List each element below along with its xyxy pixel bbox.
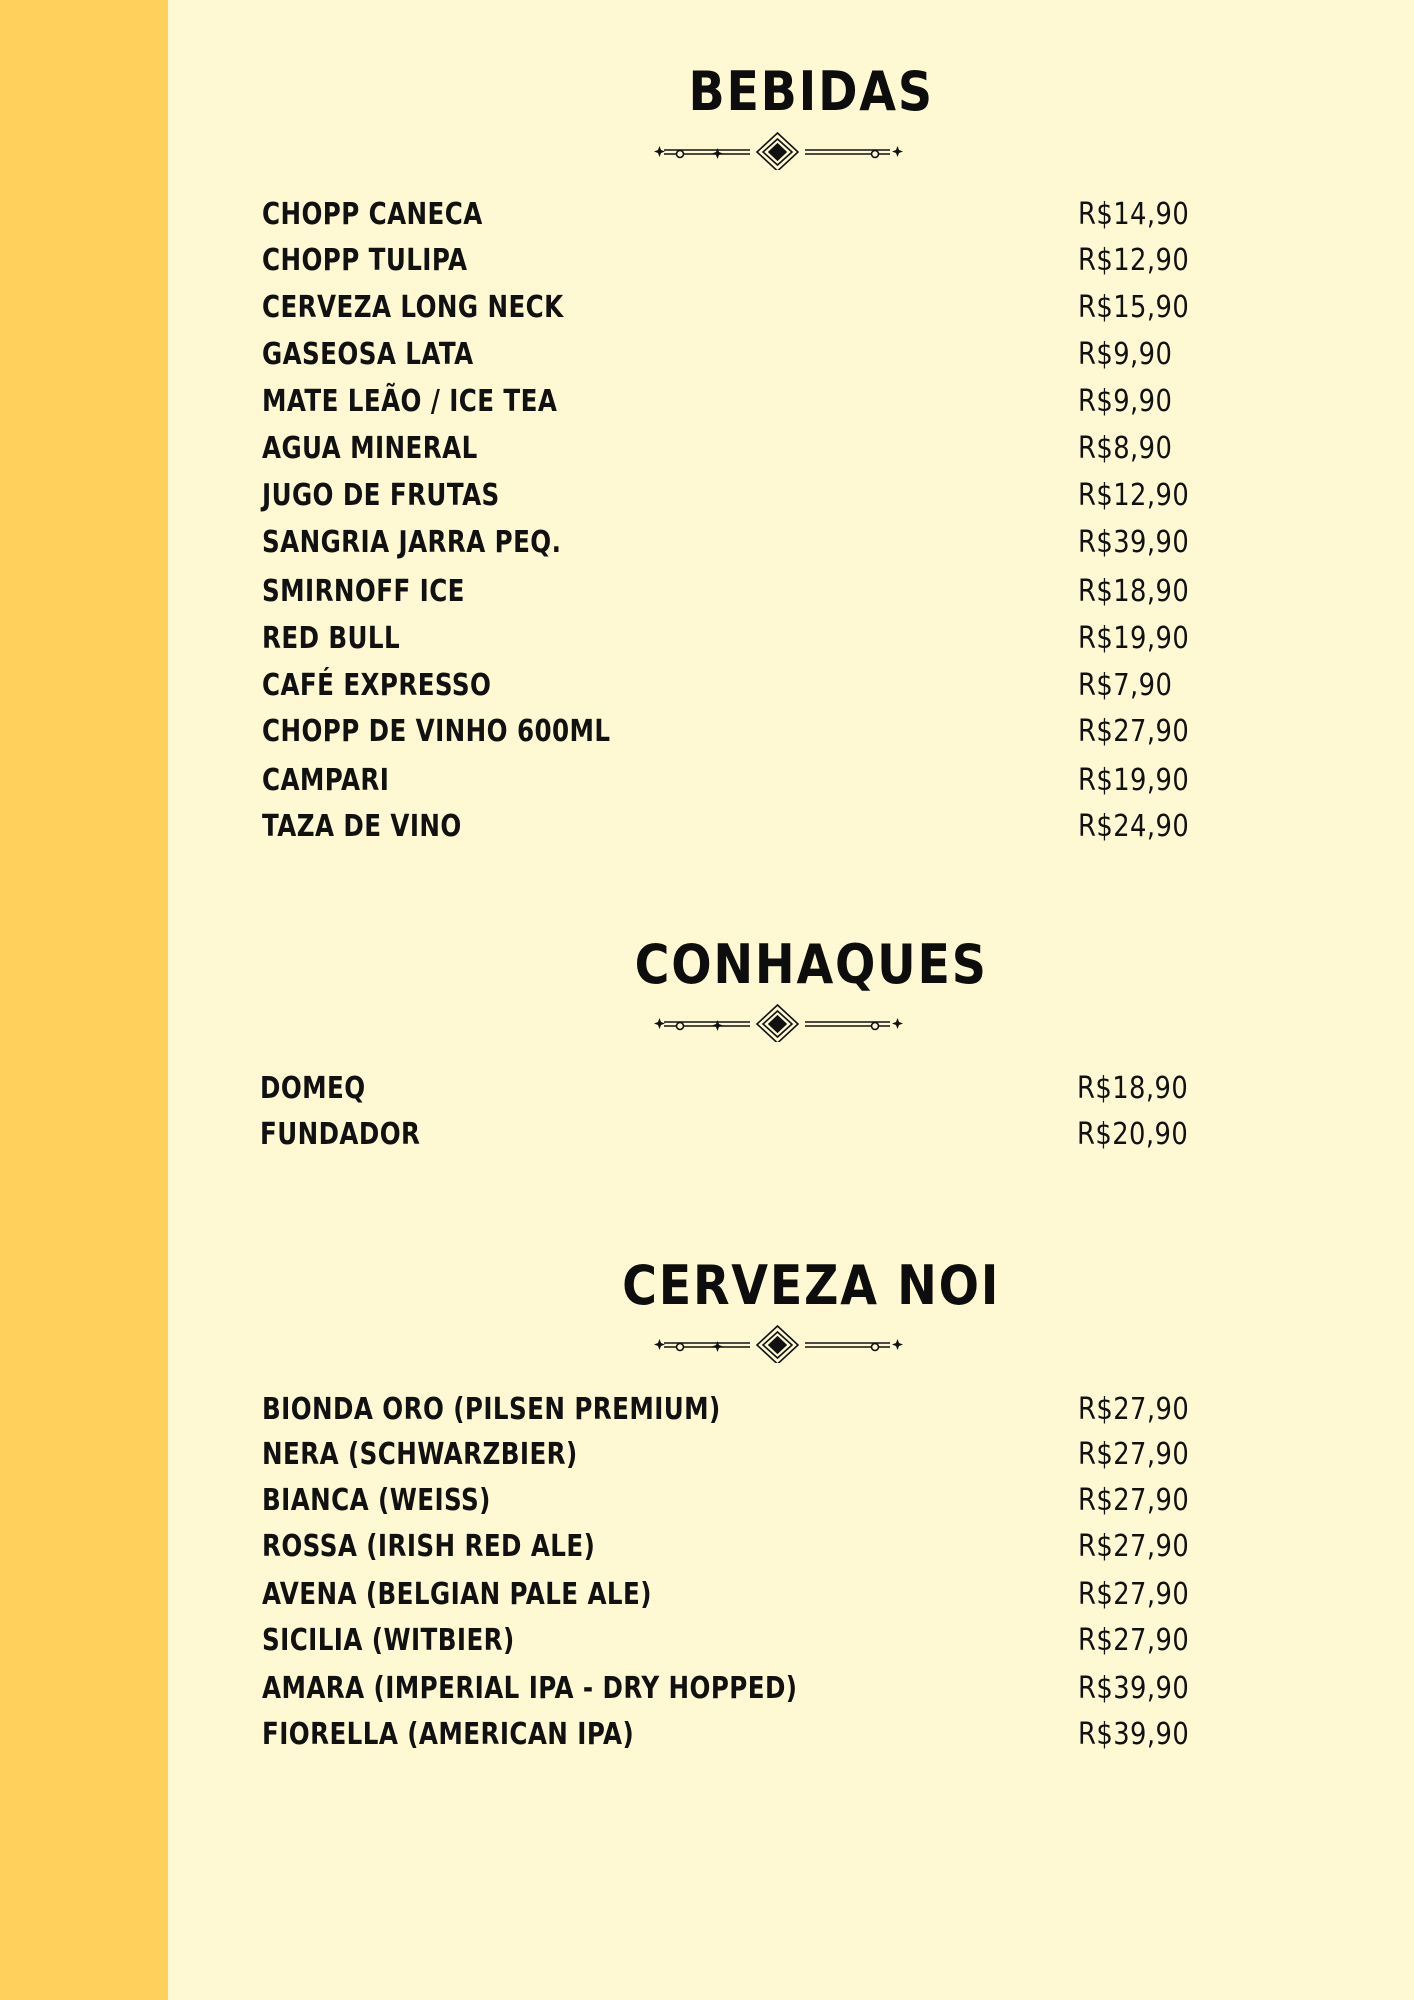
menu-item [262,1435,1202,1475]
item-price: R$39,90 [1078,1671,1190,1706]
menu-item [262,666,1202,706]
item-price: R$27,90 [1078,1577,1190,1612]
item-price: R$39,90 [1078,525,1190,560]
item-price: R$9,90 [1078,384,1173,419]
item-name: AGUA MINERAL [262,431,478,466]
section-title-cerveza-noi: CERVEZA NOI [622,1254,1001,1317]
item-name: BIONDA ORO (PILSEN PREMIUM) [262,1392,721,1427]
section-title-bebidas: BEBIDAS [688,60,934,123]
item-name: SMIRNOFF ICE [262,574,465,609]
menu-item [262,241,1202,281]
side-color-band [0,0,168,2000]
item-name: ROSSA (IRISH RED ALE) [262,1529,596,1564]
item-price: R$14,90 [1078,197,1190,232]
item-name: AMARA (IMPERIAL IPA - DRY HOPPED) [262,1671,798,1706]
item-price: R$39,90 [1078,1717,1190,1752]
menu-item [262,1390,1202,1430]
menu-item [262,1669,1202,1709]
menu-item [262,195,1202,235]
menu-item [262,1715,1202,1755]
menu-item [262,476,1202,516]
ornament-divider-icon [650,130,905,170]
item-price: R$27,90 [1078,1529,1190,1564]
item-price: R$15,90 [1078,290,1190,325]
menu-item [262,712,1202,752]
menu-item [262,761,1202,801]
menu-item [262,619,1202,659]
item-price: R$12,90 [1078,243,1190,278]
menu-item [262,1527,1202,1567]
item-name: FIORELLA (AMERICAN IPA) [262,1717,635,1752]
item-price: R$7,90 [1078,668,1173,703]
item-price: R$8,90 [1078,431,1173,466]
item-name: CAFÉ EXPRESSO [262,668,492,703]
item-name: CHOPP DE VINHO 600ML [262,714,611,749]
item-price: R$12,90 [1078,478,1190,513]
menu-item [262,288,1202,328]
item-name: AVENA (BELGIAN PALE ALE) [262,1577,652,1612]
item-price: R$18,90 [1078,574,1190,609]
item-price: R$19,90 [1078,621,1190,656]
section-title-conhaques: CONHAQUES [634,933,988,996]
menu-item [262,429,1202,469]
item-name: TAZA DE VINO [262,809,462,844]
item-name: MATE LEÃO / ICE TEA [262,384,558,419]
item-name: CHOPP TULIPA [262,243,468,278]
item-name: JUGO DE FRUTAS [262,478,500,513]
menu-item [262,1115,1202,1155]
item-name: CERVEZA LONG NECK [262,290,564,325]
menu-item [262,807,1202,847]
item-price: R$19,90 [1078,763,1190,798]
item-name: NERA (SCHWARZBIER) [262,1437,578,1472]
item-name: RED BULL [262,621,401,656]
item-price: R$18,90 [1077,1071,1189,1106]
ornament-divider-icon [650,1002,905,1042]
item-name: GASEOSA LATA [262,337,474,372]
item-name: FUNDADOR [260,1117,421,1152]
menu-item [262,572,1202,612]
menu-item [262,523,1202,563]
item-price: R$27,90 [1078,1483,1190,1518]
item-price: R$27,90 [1078,1623,1190,1658]
menu-item [262,335,1202,375]
item-price: R$24,90 [1078,809,1190,844]
item-name: CHOPP CANECA [262,197,483,232]
item-price: R$27,90 [1078,1392,1190,1427]
item-price: R$9,90 [1078,337,1173,372]
item-price: R$20,90 [1077,1117,1189,1152]
item-name: DOMEQ [260,1071,366,1106]
item-name: SANGRIA JARRA PEQ. [262,525,562,560]
item-price: R$27,90 [1078,714,1190,749]
item-name: CAMPARI [262,763,390,798]
menu-item [262,1069,1202,1109]
menu-item [262,1575,1202,1615]
ornament-divider-icon [650,1323,905,1363]
item-name: BIANCA (WEISS) [262,1483,491,1518]
item-name: SICILIA (WITBIER) [262,1623,515,1658]
menu-item [262,382,1202,422]
menu-item [262,1621,1202,1661]
menu-item [262,1481,1202,1521]
item-price: R$27,90 [1078,1437,1190,1472]
